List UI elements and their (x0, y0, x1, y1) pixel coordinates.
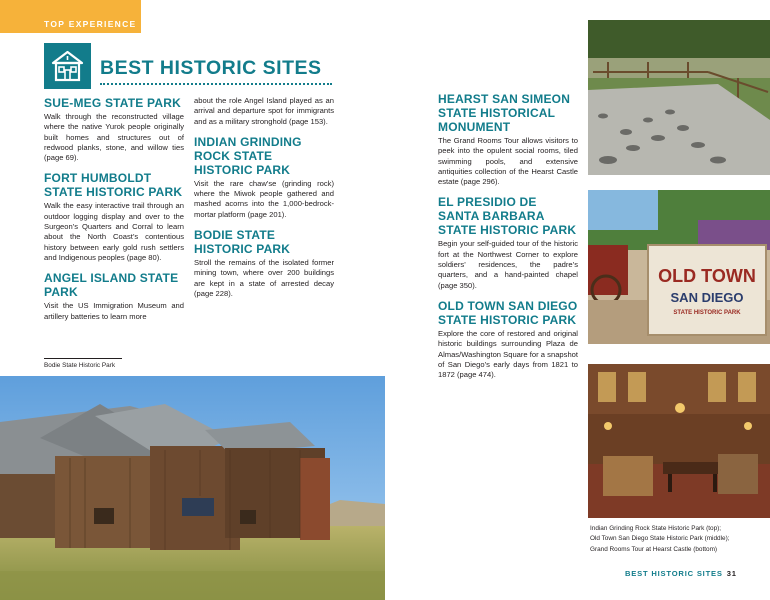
title-underline (100, 83, 332, 85)
text-column-1 (44, 96, 184, 330)
old-town-san-diego-photo (588, 190, 770, 344)
grinding-rock-photo (588, 20, 770, 175)
entry-hearst (438, 92, 578, 187)
entry-title: SUE-MEG STATE PARK (44, 96, 181, 110)
bodie-barn-photo (0, 376, 385, 600)
entry-title: INDIAN GRINDING ROCK STATE HISTORIC PARK (194, 134, 302, 177)
entry-title: HEARST SAN SIMEON STATE HISTORICAL MONUMENT (438, 92, 571, 134)
house-icon (50, 49, 85, 83)
entry-angel-island (44, 271, 184, 322)
entry-body: Walk the easy interactive trail through an outdoor logging display and over to the Surgeon’s Quarters and Corral to learn about the North Coast’s contentious history between early gold rush settlers and Indigenous peoples (page 80). (44, 201, 184, 262)
entry-angel-island-cont (194, 96, 334, 127)
sign-line1: OLD TOWN (658, 266, 756, 286)
hearst-castle-photo (588, 364, 770, 518)
entry-body: Walk through the reconstructed village where the native Yurok people originally built homes and structures out of redwood planks, stone, and willow ties (page 69). (44, 112, 184, 163)
entry-title: OLD TOWN SAN DIEGO STATE HISTORIC PARK (438, 298, 578, 327)
photo-caption-left: Bodie State Historic Park (44, 362, 116, 369)
entry-body: The Grand Rooms Tour allows visitors to peek into the opulent social rooms, tiled swimming pools, and extensive antiquities collection of the Hearst Castle estate (page 296). (438, 136, 578, 187)
page-number: 31 (726, 569, 737, 578)
page-footer (625, 569, 737, 578)
text-column-3 (438, 92, 578, 388)
section-title: BEST HISTORIC SITES (100, 57, 322, 79)
entry-el-presidio (438, 195, 578, 290)
entry-indian-grinding-rock (194, 135, 334, 220)
entry-body: Visit the US Immigration Museum and artillery batteries to learn more (44, 301, 184, 321)
entry-body: Stroll the remains of the isolated former mining town, where over 200 buildings are kept in a state of arrested decay (page 228). (194, 258, 334, 298)
entry-sue-meg (44, 96, 184, 163)
sign-line2: SAN DIEGO (670, 290, 744, 305)
entry-body: Begin your self-guided tour of the historic fort at the Northwest Corner to explore soldiers’ residences, the padre’s quarters, and a hand-painted chapel (page 350). (438, 239, 578, 290)
section-header (44, 43, 332, 89)
house-badge (44, 43, 91, 89)
entry-fort-humboldt (44, 171, 184, 263)
entry-bodie (194, 228, 334, 299)
entry-title: FORT HUMBOLDT STATE HISTORIC PARK (44, 171, 183, 200)
sign-line3: STATE HISTORIC PARK (673, 310, 741, 316)
entry-title: ANGEL ISLAND STATE PARK (44, 271, 179, 300)
entry-title: BODIE STATE HISTORIC PARK (194, 228, 291, 257)
running-footer-title: BEST HISTORIC SITES (625, 569, 723, 578)
entry-body: Visit the rare chaw’se (grinding rock) where the Miwok people gathered and mashed acorns into the 1,000-bedrock-mortar platform (page 201). (194, 178, 334, 219)
entry-title: EL PRESIDIO DE SANTA BARBARA STATE HISTORIC PARK (438, 195, 577, 238)
entry-old-town (438, 299, 578, 380)
top-experience-tag: TOP EXPERIENCE (0, 0, 141, 33)
caption-rule (44, 358, 122, 359)
text-column-2 (194, 96, 334, 307)
entry-body: Explore the core of restored and original historic buildings surrounding Plaza de Almas/Washington Square for a snapshot of San Diego’s early days from 1821 to 1872 (page 474). (438, 328, 578, 380)
entry-body: about the role Angel Island played as an arrival and departure spot for immigrants and as a military stronghold (page 153). (194, 96, 334, 126)
photo-caption-right: Indian Grinding Rock State Historic Park (top); Old Town San Diego State Historic Park (middle); Grand Rooms Tour at Hearst Castle (bottom) (590, 525, 730, 553)
